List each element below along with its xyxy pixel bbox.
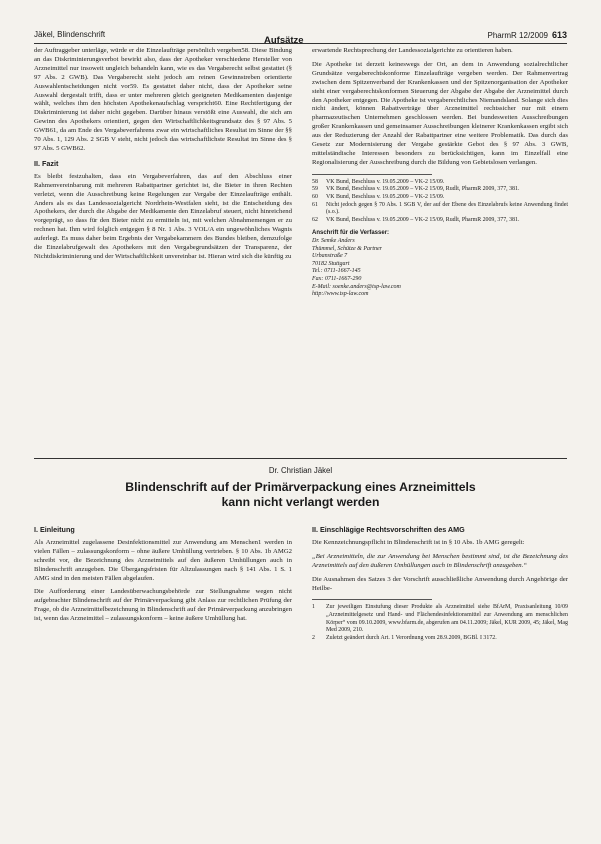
paragraph: Die Apotheke ist derzeit keineswegs der Ort, an dem in Anwendung sozialrechtlicher Grundsätze vergaberechtskonforme Einzelaufträge vergeben werden. Der Rahmenvertrag zwischen dem Spitzenverband der Krankenkassen und der Spitzenorganisation der Apotheker steht einer vergaberechtskonformen Steuerung der Abgabe der Abgabe der Arzneimittel durch den Apotheker entgegen. Die Apotheke ist vergaberechtliches Niemandsland. Solange sich dies nicht ändert, können Rabattverträge über Arzneimittel rechtssicher nur mit einem pharmazeutischen Unternehmen geschlossen werden. Bei bundesweiten Ausschreibungen großer Krankenkassen und gemeinsamer Ausschreibungen kleinerer Krankenkassen ergibt sich aus der Reduzierung der Anzahl der Rabattpartner eine weitere Problematik. Das durch das Gesetz zur Modernisierung der Vergabe gestärkte Gebot des § 97 Abs. 3 GWB, mittelständische Interessen besonders zu berücksichtigen, kann im Einzelfall eine Regionalisierung der Ausschreibung durch die Bildung von Gebietslosen verlangen. [312, 60, 568, 166]
footnote-rule [312, 599, 432, 600]
header-rule [34, 43, 567, 44]
address-line: 70182 Stuttgart [312, 260, 350, 267]
article-title [40, 480, 561, 509]
footnote-text: VK Bund, Beschluss v. 19.05.2009 – VK-2 15/09, Rudlt, PharmR 2009, 377, 381. [326, 216, 520, 223]
paragraph: erwartende Rechtsprechung der Landessozialgerichte zu orientieren haben. [312, 47, 513, 54]
footnote [312, 217, 568, 225]
footnote-rule [312, 174, 432, 175]
footnote-number: 58 [312, 178, 318, 185]
paragraph: Als Arzneimittel zugelassene Desinfektionsmittel zur Anwendung am Menschen1 werden in vielen Fällen – zulassungskonform – ohne äußere Umhüllung vertrieben. § 10 Abs. 1b AMG2 schreibt vor, die Bezeichnung des Arzneimittels auf den äußeren Umhüllungen auch in Blindenschrift anzugeben. Die Übergangsfristen für Altzulassungen nach § 141 Abs. 1 S. 1 AMG sind in den meisten Fällen abgelaufen. [34, 538, 292, 582]
address-line: Tel.: 0711-1667-145 [312, 268, 361, 275]
title-line: Blindenschrift auf der Primärverpackung eines Arzneimittels [125, 480, 476, 494]
footnote [312, 179, 568, 187]
website-link[interactable]: http://www.tsp-law.com [312, 291, 369, 298]
paragraph: der Auftraggeber unterläge, würde er die Einzelaufträge persönlich vergeben58. Diese Bindung an das Diskriminierungsverbot bewirkt also, dass der Apotheker verschiedene Hersteller von Arzneimittel nur insoweit ungleich behandeln kann, wie es das Vergaberecht selbst gestattet (§ 97 Abs. 2 GWB). Das Vergaberecht sieht jedoch am reinen Gewinnstreben orientierte Auswahlentscheidungen nicht vor59. Es gestattet daher nicht, dass der Apotheker seine Auswahl dergestalt trifft, dass er unter mehreren gleich geeigneten Medikamenten dasjenige wählt, welches ihm den höchsten Apothekenaufschlag verspricht60. Eine Rechtfertigung der Diskriminierung ist daher nicht gegeben. Darüber hinaus verstößt eine Auswahl, die sich am Gewinn des Apothekers orientiert, gegen den Wirtschaftlichkeitsgrundsatz des § 97 Abs. 5 GWB61, da am Ende des Vergabeverfahrens zwar ein wirtschaftliches Resultat im Sinne der §§ 70 Abs. 1, 129 Abs. 2 SGB V steht, nicht jedoch das wirtschaftlichste Resultat im Sinne des § 97 Abs. 5 GWB62. [34, 47, 292, 152]
journal-issue [487, 30, 567, 40]
footnote [312, 202, 568, 217]
paragraph: Die Aufforderung einer Landesüberwachungsbehörde zur Stellungnahme wegen nicht aufgebrachter Blindenschrift auf der Primärverpackung gibt Anlass zur rechtlichen Prüfung der Frage, ob die Arzneimittelbezeichnung in Blindenschrift auf der Primärverpackung anzubringen ist, wenn das Arzneimittel – zulassungskonform – keine äußere Umhüllung hat. [34, 588, 292, 623]
footnote [312, 604, 568, 634]
article-separator [34, 458, 567, 459]
address-line: Thümmel, Schütze & Partner [312, 245, 382, 252]
author-address [312, 230, 568, 298]
footnote-number: 61 [312, 201, 318, 208]
section-heading-rechtsvorschriften: II. Einschlägige Rechtsvorschriften des AMG [312, 525, 465, 534]
left-column-bottom [34, 520, 292, 629]
address-line: Dr. Semke Anders [312, 237, 355, 244]
title-line: kann nicht verlangt werden [221, 494, 380, 509]
footnote-text: VK Bund, Beschluss v. 19.05.2009 – VK-2 15/09, Rudlt, PharmR 2009, 377, 381. [326, 186, 520, 193]
footnote [312, 194, 568, 202]
footnote-number: 60 [312, 193, 318, 200]
section-label: Aufsätze [264, 35, 304, 46]
running-head-author: Jäkel, Blindenschrift [34, 30, 106, 39]
journal-citation: PharmR 12/2009 [487, 31, 548, 40]
footnote-number: 1 [312, 604, 315, 611]
article-author: Dr. Christian Jäkel [268, 466, 333, 475]
footnote-number: 2 [312, 634, 315, 641]
page-number: 613 [551, 30, 567, 40]
footnote-number: 62 [312, 216, 318, 223]
statute-quote: „Bei Arzneimitteln, die zur Anwendung bei Menschen bestimmt sind, ist die Bezeichnung des Arzneimittels auf den äußeren Umhüllungen auch in Blindenschrift anzugeben.“ [312, 552, 568, 569]
section-heading-einleitung: I. Einleitung [34, 525, 75, 534]
section-heading-fazit: II. Fazit [34, 158, 59, 168]
address-line: Urbanstraße 7 [312, 253, 348, 260]
email-link[interactable]: E-Mail: soenke.anders@tsp-law.com [312, 283, 401, 290]
footnote [312, 186, 568, 194]
left-column-top [34, 47, 292, 267]
footnote-number: 59 [312, 186, 318, 193]
paragraph: Die Kennzeichnungspflicht in Blindenschrift ist in § 10 Abs. 1b AMG geregelt: [312, 538, 525, 546]
right-column-top [312, 47, 568, 299]
address-line: Fax: 0711-1667-290 [312, 275, 362, 282]
footnote-text: Zuletzt geändert durch Art. 1 Verordnung vom 28.9.2009, BGBl. I 3172. [326, 634, 497, 641]
paragraph: Die Ausnahmen des Satzes 3 der Vorschrift ausschließliche Anwendung durch Angehörige der Heilbe- [312, 575, 568, 592]
footnote [312, 635, 568, 643]
footnote-text: VK Bund, Beschluss v. 19.05.2009 – VK-2 15/09. [326, 193, 445, 200]
footnote-text: Nicht jedoch gegen § 70 Abs. 1 SGB V, der auf der Ebene des Einzelabrufs keine Anwendung findet (s.o.). [326, 201, 568, 216]
footnote-text: Zur jeweiligen Einstufung dieser Produkte als Arzneimittel siehe BfArM, Praxisanleitung 10/09 „Arzneimittelgesetz und Hand- und Flächendesinfektionsmittel zur Anwendung am menschlichen Körper“ vom 09.10.2009, www.bfarm.de, abgerufen am 04.11.2009; Jäkel, KUR 2009, 45; Jäkel, Mag Med 2009, 210. [326, 604, 568, 634]
right-column-bottom [312, 520, 568, 642]
paragraph: Es bleibt festzuhalten, dass ein Vergabeverfahren, das auf den Abschluss einer Rahmenvereinbarung mit mehreren Rabattpartner gerichtet ist, die Bieter in ihren Rechten verletzt, wenn die Ausschreibung keine Regelungen zur Vergabe der Einzelaufträge enthält. Anders als es das Landessozialgericht Nordrhein-Westfalen sieht, ist die Entscheidung des Apothekers, der durch die Abgabe der Medikamente den Einzelabruf steuert, nicht hinreichend vorgeprägt, so dass für den Bieter nicht zu ermitteln ist, mit welchen Abnahmemengen er zu rechnen hat. Ihm wird folglich entgegen § 8 Nr. 1 Abs. 3 VOL/A ein ungewöhnliches Wagnis auferlegt. Es muss daher beim Ergebnis der Vergabekammern des Bundes bleiben, demzufolge die Einzelabrufgewalt des Apothekers mit den Vergabegrundsätzen der Transparenz, der Nichtdiskriminierung und der Wirtschaftlichkeit unvereinbar ist. Hieran wird sich die künftig zu [34, 172, 292, 260]
address-label: Anschrift für die Verfasser: [312, 230, 390, 237]
footnote-text: VK Bund, Beschluss v. 19.05.2009 – VK-2 15/09. [326, 178, 445, 185]
